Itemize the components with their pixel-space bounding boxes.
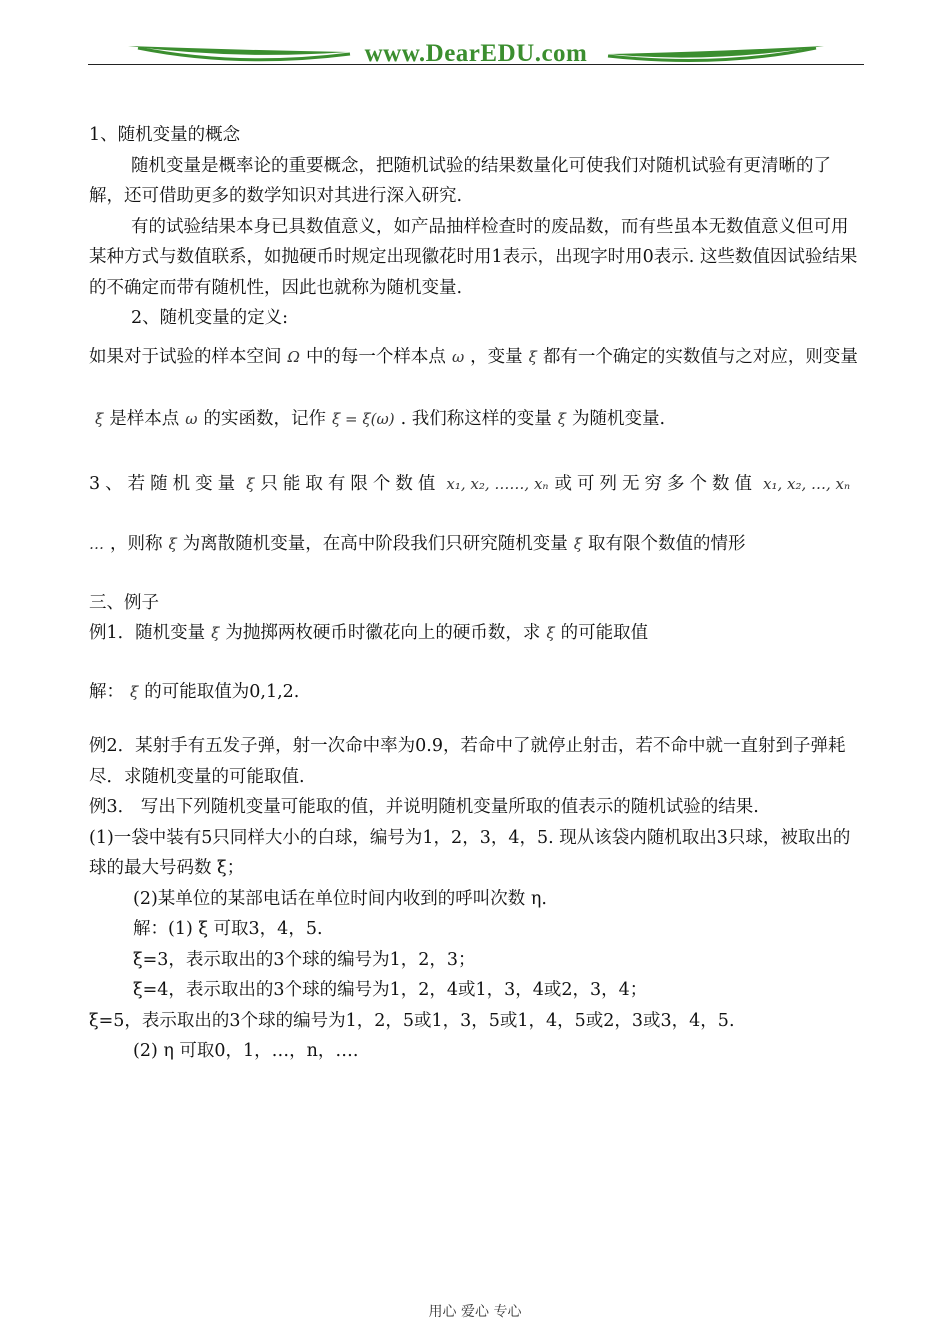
xi-symbol: ξ bbox=[168, 534, 177, 553]
example-3-question-2: (2)某单位的某部电话在单位时间内收到的呼叫次数 η. bbox=[133, 888, 547, 909]
omega-cap-symbol: Ω bbox=[287, 347, 300, 366]
answer-line-3: ξ=4，表示取出的3个球的编号为1，2，4或1，3，4或2，3，4； bbox=[133, 980, 648, 1000]
omega-symbol: ω bbox=[451, 347, 465, 366]
solution-1: 解： ξ 的可能取值为0,1,2. bbox=[89, 681, 300, 702]
xi-symbol: ξ bbox=[246, 474, 255, 493]
section-2-heading: 2、随机变量的定义: bbox=[131, 308, 289, 328]
section-3-definition: 3、若随机变量 ξ 只能取有限个数值 x₁, x₂, ……, xₙ 或可列无穷多个数值 x₁, x₂, …, xₙ … ，则称 ξ 为离散随机变量，在高中阶段我们只研究随机变量 ξ 取有限个数值的情形 bbox=[89, 473, 851, 554]
answer-line-4: ξ=5，表示取出的3个球的编号为1，2，5或1，3，5或1，4，5或2，3或3，4，5. bbox=[89, 1010, 735, 1031]
header-divider bbox=[88, 64, 864, 65]
document-body bbox=[89, 120, 863, 1067]
section-1-heading: 1、随机变量的概念 bbox=[89, 125, 241, 145]
xi-symbol: ξ bbox=[546, 624, 555, 642]
infinite-sequence-formula: x₁, x₂, …, xₙ … bbox=[89, 474, 851, 553]
section-examples-heading: 三、例子 bbox=[89, 592, 159, 613]
example-3: 例3． 写出下列随机变量可能取的值，并说明随机变量所取的值表示的随机试验的结果. bbox=[89, 797, 759, 817]
answer-line-5: (2) η 可取0，1，…，n，…. bbox=[133, 1041, 359, 1061]
answer-line-1: 解：(1) ξ 可取3，4，5. bbox=[133, 919, 323, 939]
answer-line-2: ξ=3，表示取出的3个球的编号为1，2，3； bbox=[133, 949, 476, 970]
finite-sequence-formula: x₁, x₂, ……, xₙ bbox=[446, 474, 549, 493]
xi-symbol: ξ bbox=[557, 409, 566, 428]
xi-symbol: ξ bbox=[130, 682, 139, 701]
example-1: 例1．随机变量 ξ 为抛掷两枚硬币时徽花向上的硬币数，求 ξ 的可能取值 bbox=[89, 623, 649, 643]
section-1-paragraph-1: 随机变量是概率论的重要概念，把随机试验的结果数量化可使我们对随机试验有更清晰的了解，还可借助更多的数学知识对其进行深入研究. bbox=[89, 155, 831, 206]
xi-symbol: ξ bbox=[528, 347, 537, 366]
omega-symbol: ω bbox=[185, 409, 198, 428]
example-2: 例2．某射手有五发子弹，射一次命中率为0.9，若命中了就停止射击，若不命中就一直射到子弹耗尽．求随机变量的可能取值. bbox=[89, 736, 846, 787]
xi-symbol: ξ bbox=[211, 624, 220, 642]
example-3-question-1: (1)一袋中装有5只同样大小的白球，编号为1，2，3，4，5. 现从该袋内随机取出3只球，被取出的球的最大号码数 ξ； bbox=[89, 827, 851, 878]
xi-symbol: ξ bbox=[95, 409, 104, 428]
section-2-definition: 如果对于试验的样本空间 Ω 中的每一个样本点 ω ，变量 ξ 都有一个确定的实数值与之对应，则变量ξ 是样本点 ω 的实函数，记作 ξ = ξ(ω) . 我们称这样的变量 ξ 为随机变量. bbox=[89, 346, 858, 429]
site-name[interactable]: www.DearEDU.com bbox=[364, 40, 588, 67]
page-footer: 用心 爱心 专心 bbox=[428, 1304, 522, 1320]
section-1-paragraph-2: 有的试验结果本身已具数值意义，如产品抽样检查时的废品数，而有些虽本无数值意义但可用某种方式与数值联系，如抛硬币时规定出现徽花时用1表示，出现字时用0表示. 这些数值因试验结果的不确定而带有随机性，因此也就称为随机变量. bbox=[89, 216, 858, 298]
function-formula: ξ = ξ(ω) bbox=[332, 409, 395, 428]
site-header bbox=[88, 38, 864, 72]
xi-symbol: ξ bbox=[573, 534, 583, 553]
